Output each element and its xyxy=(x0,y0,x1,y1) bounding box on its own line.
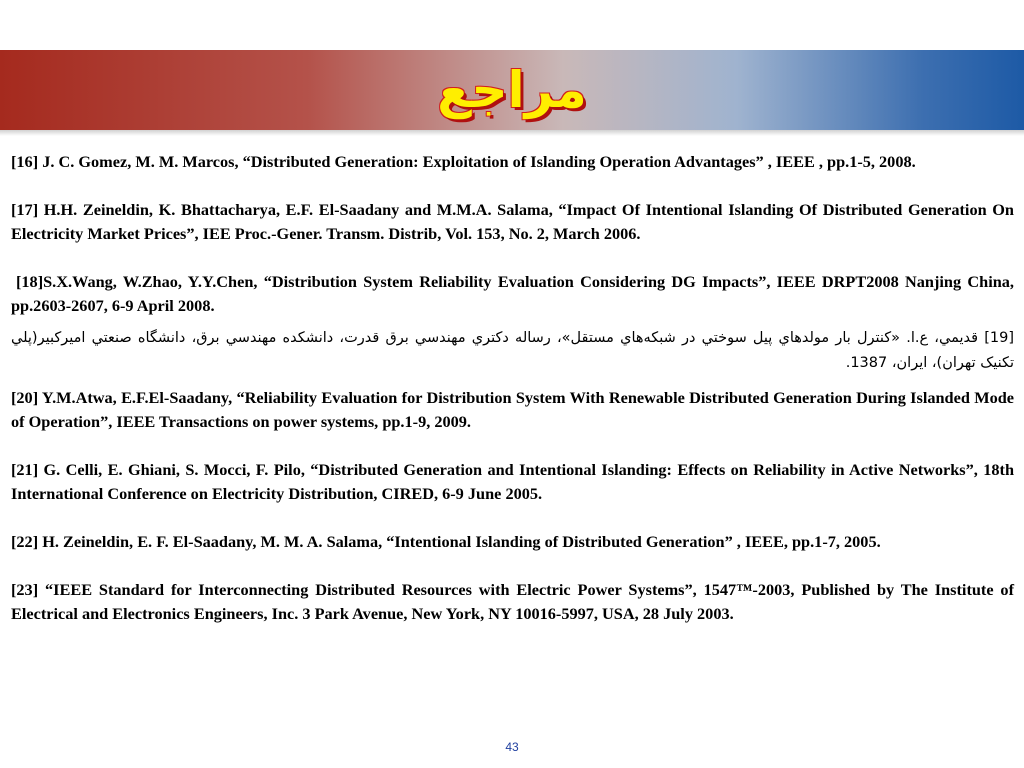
reference-21: [21] G. Celli, E. Ghiani, S. Mocci, F. Pilo, “Distributed Generation and Intentional Islanding: Effects on Reliability in Active Networks”, 18th International Conference on Electricity Distribution, CIRED, 6-9 June 2005. xyxy=(11,460,1014,503)
reference-20: [20] Y.M.Atwa, E.F.El-Saadany, “Reliability Evaluation for Distribution System With Renewable Distributed Generation During Islanded Mode of Operation”, IEEE Transactions on power systems, pp.1-9, 2009. xyxy=(11,388,1014,431)
page-number: 43 xyxy=(505,740,519,754)
slide-title: مراجع xyxy=(437,61,587,119)
title-band-shadow xyxy=(0,130,1024,136)
reference-16: [16] J. C. Gomez, M. M. Marcos, “Distributed Generation: Exploitation of Islanding Operation Advantages” , IEEE , pp.1-5, 2008. xyxy=(11,152,916,171)
reference-18: [18]S.X.Wang, W.Zhao, Y.Y.Chen, “Distribution System Reliability Evaluation Considering DG Impacts”, IEEE DRPT2008 Nanjing China, pp.2603-2607, 6-9 April 2008. xyxy=(11,272,1014,315)
reference-19: [19] قديمي، ع.ا. «كنترل بار مولدهاي پيل سوختي در شبكه‌هاي مستقل»، رساله دكتري مهندسي برق قدرت، دانشكده مهندسي برق، دانشگاه صنعتي اميركبير(پلي تكنيک تهران)، ايران، 1387. xyxy=(11,330,1014,371)
reference-23: [23] “IEEE Standard for Interconnecting Distributed Resources with Electric Power Systems”, 1547™-2003, Published by The Institute of Electrical and Electronics Engineers, Inc. 3 Park Avenue, New York, NY 10016-5997, USA, 28 July 2003. xyxy=(11,580,1014,623)
reference-list xyxy=(11,150,1014,650)
reference-17: [17] H.H. Zeineldin, K. Bhattacharya, E.F. El-Saadany and M.M.A. Salama, “Impact Of Intentional Islanding Of Distributed Generation On Electricity Market Prices”, IEE Proc.-Gener. Transm. Distrib, Vol. 153, No. 2, March 2006. xyxy=(11,200,1014,243)
reference-22: [22] H. Zeineldin, E. F. El-Saadany, M. M. A. Salama, “Intentional Islanding of Distributed Generation” , IEEE, pp.1-7, 2005. xyxy=(11,532,881,551)
